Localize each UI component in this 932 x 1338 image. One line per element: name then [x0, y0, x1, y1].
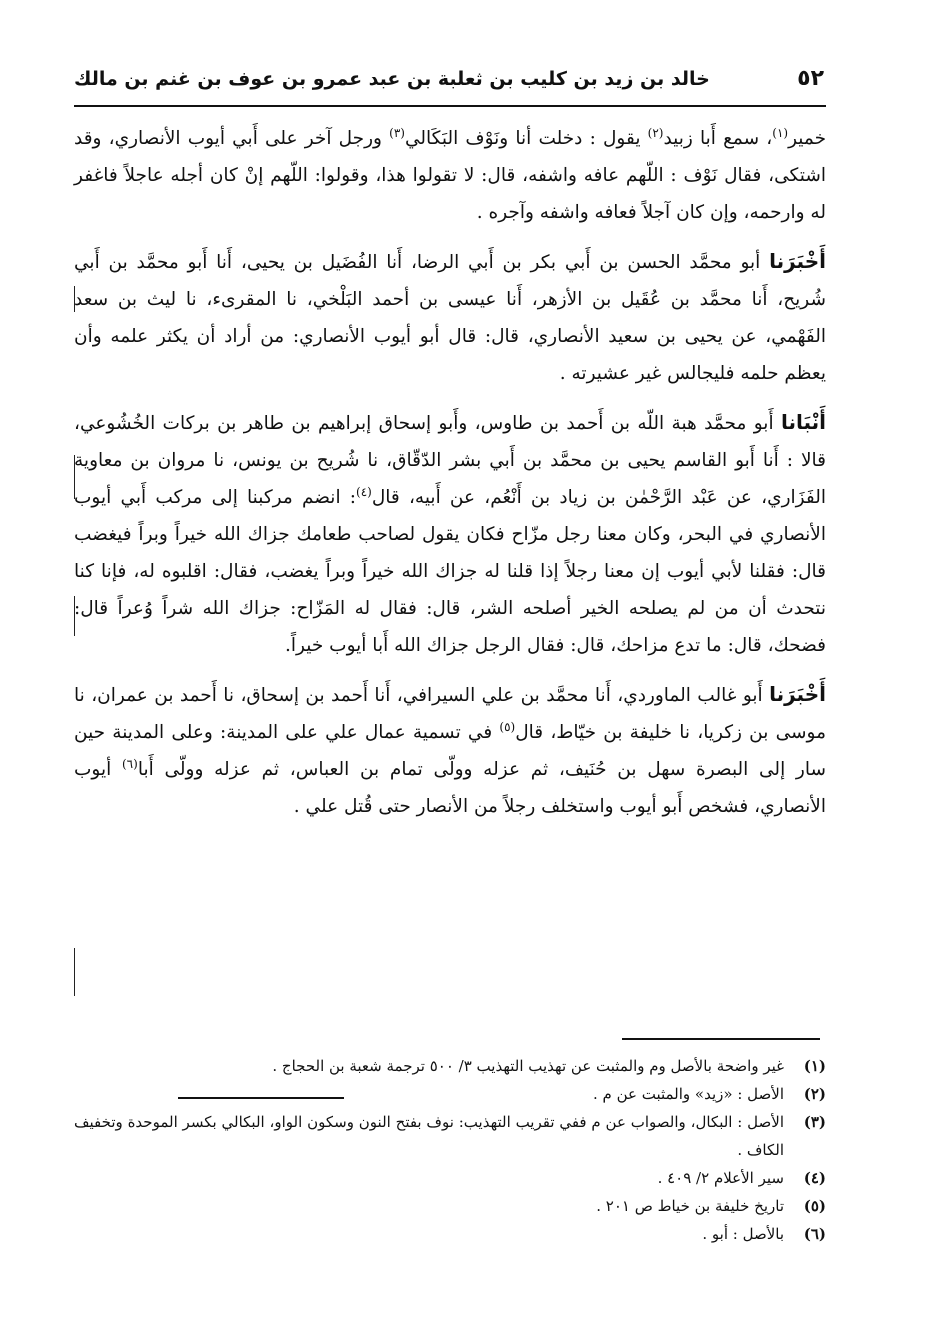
footnote [74, 1192, 826, 1220]
page-number: ٥٢ [797, 66, 824, 91]
footnote-number: (٢) [803, 1085, 826, 1103]
footnote-number: (٥) [803, 1197, 826, 1215]
text-segment: في تسمية عمال علي على المدينة: وعلى المدينة حين سار إلى البصرة سهل بن حُنَيف، ثم عزله وولّى تمام بن العباس، ثم عزله وولّى أَبا [74, 722, 826, 780]
footnote [74, 1108, 826, 1164]
footnote-text: تاريخ خليفة بن خياط ص ٢٠١ . [596, 1197, 784, 1215]
footnote-ref: (٣) [389, 125, 405, 140]
footnote-text: الأصل : البكال، والصواب عن م ففي تقريب التهذيب: نوف بفتح النون وسكون الواو، البكالي بكسر الموحدة وتخفيف الكاف . [74, 1113, 784, 1159]
footnote-text: الأصل : «زيد» والمثبت عن م . [593, 1085, 784, 1103]
paragraph [74, 404, 826, 664]
footnote-number: (٤) [803, 1169, 826, 1187]
body-text [74, 120, 826, 837]
page-header [74, 62, 824, 102]
text-segment: ورجل آخر على أَبي أيوب الأنصاري، وقد اشتكى، فقال نَوْف : اللّهم عافه واشفه، قال: لا تقولوا هذا، وقولوا: اللّهم إنْ كان أجله عاجلاً فاغفر له وارحمه، وإن كان آجلاً فعافه واشفه وآجره . [74, 128, 826, 223]
footnote-text: سير الأعلام ٢/ ٤٠٩ . [657, 1169, 784, 1187]
text-segment: أَبو غالب الماوردي، أَنا محمَّد بن علي السيرافي، أَنا أَحمد بن إسحاق، نا أَحمد بن عمران، نا موسى بن زكريا، نا خليفة بن خيّاط، قال [74, 685, 826, 743]
footnote-ref: (٦) [121, 756, 138, 771]
header-rule [74, 105, 826, 107]
footnote-text: غير واضحة بالأصل وم والمثبت عن تهذيب التهذيب ٣/ ٥٠٠ ترجمة شعبة بن الحجاج . [272, 1057, 784, 1075]
footnote [74, 1220, 826, 1248]
footnote-ref: (١) [772, 125, 789, 140]
footnote [74, 1080, 826, 1108]
isnad-lead-word: أَخْبَرَنا [769, 249, 826, 273]
footnote-text: بالأصل : أبو . [702, 1225, 784, 1243]
text-segment: أبو محمَّد الحسن بن أَبي بكر بن أَبي الرضا، أَنا الفُضَيل بن يحيى، أَنا أَبو محمَّد بن أَبي شُريح، أَنا محمَّد بن عُقَيل بن الأزهر، أَنا عيسى بن أحمد البَلْخي، نا المقرىء، نا ليث بن سعد الفَهْمي، عن يحيى بن سعيد الأنصاري، قال: قال أبو أيوب الأنصاري: من أراد أن يكثر علمه وأن يعظم حلمه فليجالس غير عشيرته . [74, 252, 826, 384]
footnote-ref: (٢) [647, 125, 664, 140]
paragraph [74, 676, 826, 825]
footnote-separator [622, 1038, 820, 1040]
margin-mark [74, 948, 75, 996]
paragraph [74, 243, 826, 392]
footnote-number: (١) [803, 1057, 826, 1075]
text-segment: يقول : دخلت أنا ونَوْف البَكَالي [404, 128, 648, 149]
footnote-number: (٦) [803, 1225, 826, 1243]
footnote-ref: (٥) [499, 719, 516, 734]
isnad-lead-word: أَخْبَرَنا [769, 682, 826, 706]
text-segment: أَبو محمَّد هبة اللّه بن أَحمد بن طاوس، وأَبو إسحاق إبراهيم بن طاهر بن بركات الخُشُوعي، قالا : أَنا أَبو القاسم يحيى بن محمَّد بن أَبي بشر الدّقّاق، نا شُريح بن يونس، نا مروان بن معاوية الفَزَاري، عن عَبْد الرَّحْمٰن بن زياد بن أَنْعُم، عن أَبيه، قال [74, 413, 826, 508]
paragraph [74, 120, 826, 231]
text-segment: : انضم مركبنا إلى مركب أَبي أيوب الأنصاري في البحر، وكان معنا رجل مزّاح فكان يقول لصاحب طعامك جزاك الله خيراً وبراً فيغضب قال: فقلنا لأبي أيوب إن معنا رجلاً إذا قلنا له جزاك الله خيراً وبراً يغضب، فقال: اقلبوه له، فإنا كنا نتحدث أن من لم يصلحه الخير أصلحه الشر، قال: فقال له المَزّاح: جزاك الله شراً وُعراً قال: فضحك، قال: ما تدع مزاحك، قال: فقال الرجل جزاك الله أَبا أيوب خيراً. [74, 487, 826, 656]
footnote [74, 1164, 826, 1192]
text-segment: ، سمع أَبا زبيد [663, 128, 773, 149]
footnotes [74, 1052, 826, 1248]
running-title: خالد بن زيد بن كليب بن ثعلبة بن عبد عمرو بن عوف بن غنم بن مالك [74, 68, 710, 90]
text-segment: أيوب الأنصاري، فشخص أَبو أيوب واستخلف رجلاً من الأنصار حتى قُتل علي . [74, 759, 826, 817]
text-segment: خمير [788, 128, 826, 149]
footnote-ref: (٤) [356, 484, 372, 499]
footnote [74, 1052, 826, 1080]
footnote-number: (٣) [803, 1113, 826, 1131]
isnad-lead-word: أَنْبَانا [780, 410, 826, 434]
